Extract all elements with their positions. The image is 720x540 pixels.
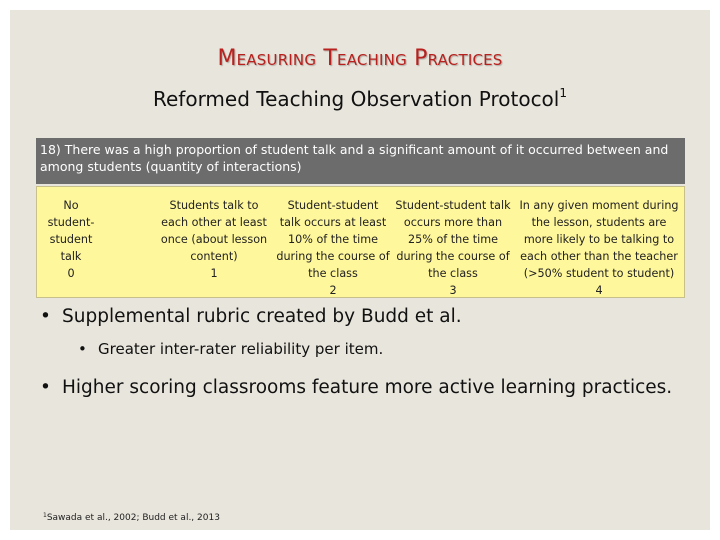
slide-subtitle: [10, 86, 710, 111]
subtitle-reference: 1: [559, 86, 567, 100]
rubric-level-3: [394, 197, 512, 299]
bullet-item: [40, 376, 680, 400]
level-description: In any given moment during the lesson, students are more likely to be talking to each other than the teacher (>50% student to student): [519, 199, 679, 280]
bullet-text: Supplemental rubric created by Budd et al.: [62, 306, 462, 327]
rubric-levels: [36, 186, 685, 298]
footnote-text: Sawada et al., 2002; Budd et al., 2013: [46, 513, 220, 523]
footnote: [43, 512, 220, 523]
level-description: Student-student talk occurs more than 25% of the time during the course of the class: [395, 199, 511, 280]
bullet-dot-icon: •: [40, 306, 51, 327]
bullet-text: Greater inter-rater reliability per item.: [98, 340, 384, 358]
rubric-question: 18) There was a high proportion of student talk and a significant amount of it occurred between and among students (quantity of interactions): [36, 138, 685, 184]
level-description: No student-student talk: [47, 199, 95, 263]
level-score: 3: [449, 284, 457, 297]
bullet-item: [40, 306, 680, 327]
level-score: 1: [210, 267, 218, 280]
bullet-dot-icon: •: [78, 340, 87, 358]
footnote-reference: 1: [43, 512, 47, 519]
level-description: Students talk to each other at least once (about lesson content): [160, 199, 268, 263]
subtitle-text: Reformed Teaching Observation Protocol: [152, 87, 560, 111]
rubric-level-2: [276, 197, 390, 299]
slide: [10, 10, 710, 530]
level-description: Student-student talk occurs at least 10% of the time during the course of the class: [276, 199, 390, 280]
bullet-dot-icon: •: [40, 377, 51, 398]
level-score: 4: [595, 284, 603, 297]
rubric-level-4: [519, 197, 679, 299]
rubric-level-0: [43, 197, 99, 282]
slide-title: Measuring Teaching Practices: [217, 46, 503, 71]
sub-bullet-item: [78, 340, 638, 358]
bullet-text: Higher scoring classrooms feature more active learning practices.: [62, 377, 673, 398]
level-score: 2: [329, 284, 337, 297]
rubric-level-1: [155, 197, 273, 282]
level-score: 0: [67, 267, 75, 280]
